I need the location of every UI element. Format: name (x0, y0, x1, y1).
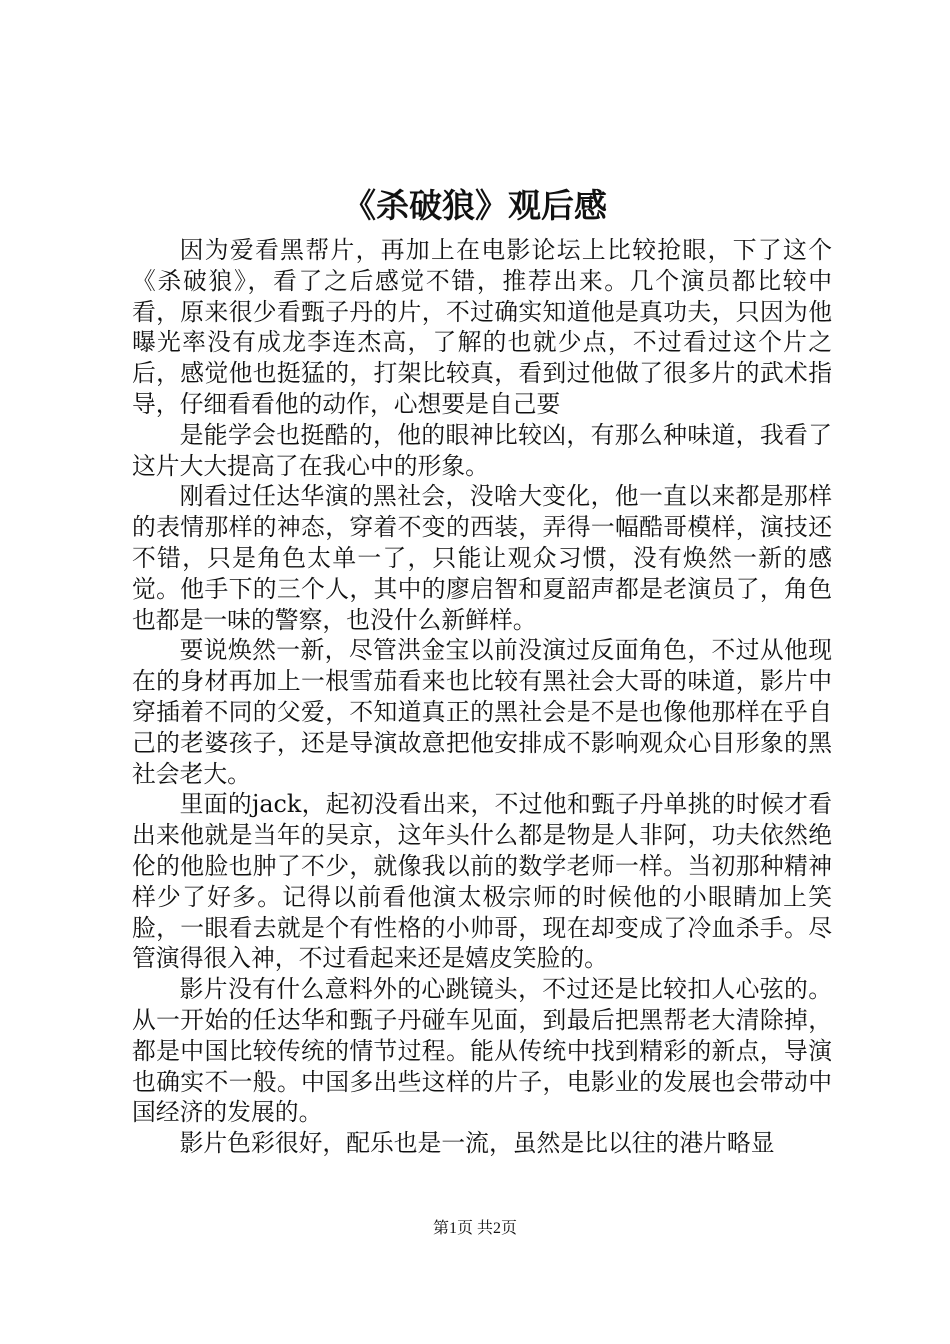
paragraph: 因为爱看黑帮片，再加上在电影论坛上比较抢眼，下了这个《杀破狼》，看了之后感觉不错，推荐出来。几个演员都比较中看，原来很少看甄子丹的片，不过确实知道他是真功夫，只因为他曝光率没有成龙李连杰高，了解的也就少点，不过看过这个片之后，感觉他也挺猛的，打架比较真，看到过他做了很多片的武术指导，仔细看看他的动作，心想要是自己要 (132, 236, 832, 418)
document-title: 《杀破狼》观后感 (343, 186, 607, 225)
document-body (132, 235, 832, 1159)
paragraph: 要说焕然一新，尽管洪金宝以前没演过反面角色，不过从他现在的身材再加上一根雪茄看来也比较有黑社会大哥的味道，影片中穿插着不同的父爱，不知道真正的黑社会是不是也像他那样在乎自己的老婆孩子，还是导演故意把他安排成不影响观众心目形象的黑社会老大。 (132, 636, 832, 788)
page-number-footer: 第1页 共2页 (432, 1220, 517, 1237)
paragraph: 影片没有什么意料外的心跳镜头，不过还是比较扣人心弦的。从一开始的任达华和甄子丹碰车见面，到最后把黑帮老大清除掉，都是中国比较传统的情节过程。能从传统中找到精彩的新点，导演也确实不一般。中国多出些这样的片子，电影业的发展也会带动中国经济的发展的。 (132, 975, 832, 1127)
paragraph: 是能学会也挺酷的，他的眼神比较凶，有那么种味道，我看了这片大大提高了在我心中的形象。 (132, 420, 832, 480)
paragraph: 刚看过任达华演的黑社会，没啥大变化，他一直以来都是那样的表情那样的神态，穿着不变的西装，弄得一幅酷哥模样，演技还不错，只是角色太单一了，只能让观众习惯，没有焕然一新的感觉。他手下的三个人，其中的廖启智和夏韶声都是老演员了，角色也都是一味的警察，也没什么新鲜样。 (132, 482, 832, 634)
paragraph: 影片色彩很好，配乐也是一流，虽然是比以往的港片略显 (179, 1129, 775, 1158)
paragraph: 里面的jack，起初没看出来，不过他和甄子丹单挑的时候才看出来他就是当年的吴京，这年头什么都是物是人非阿，功夫依然绝伦的他脸也肿了不少，就像我以前的数学老师一样。当初那种精神样少了好多。记得以前看他演太极宗师的时候他的小眼睛加上笑脸，一眼看去就是个有性格的小帅哥，现在却变成了冷血杀手。尽管演得很入神，不过看起来还是嬉皮笑脸的。 (132, 790, 832, 973)
